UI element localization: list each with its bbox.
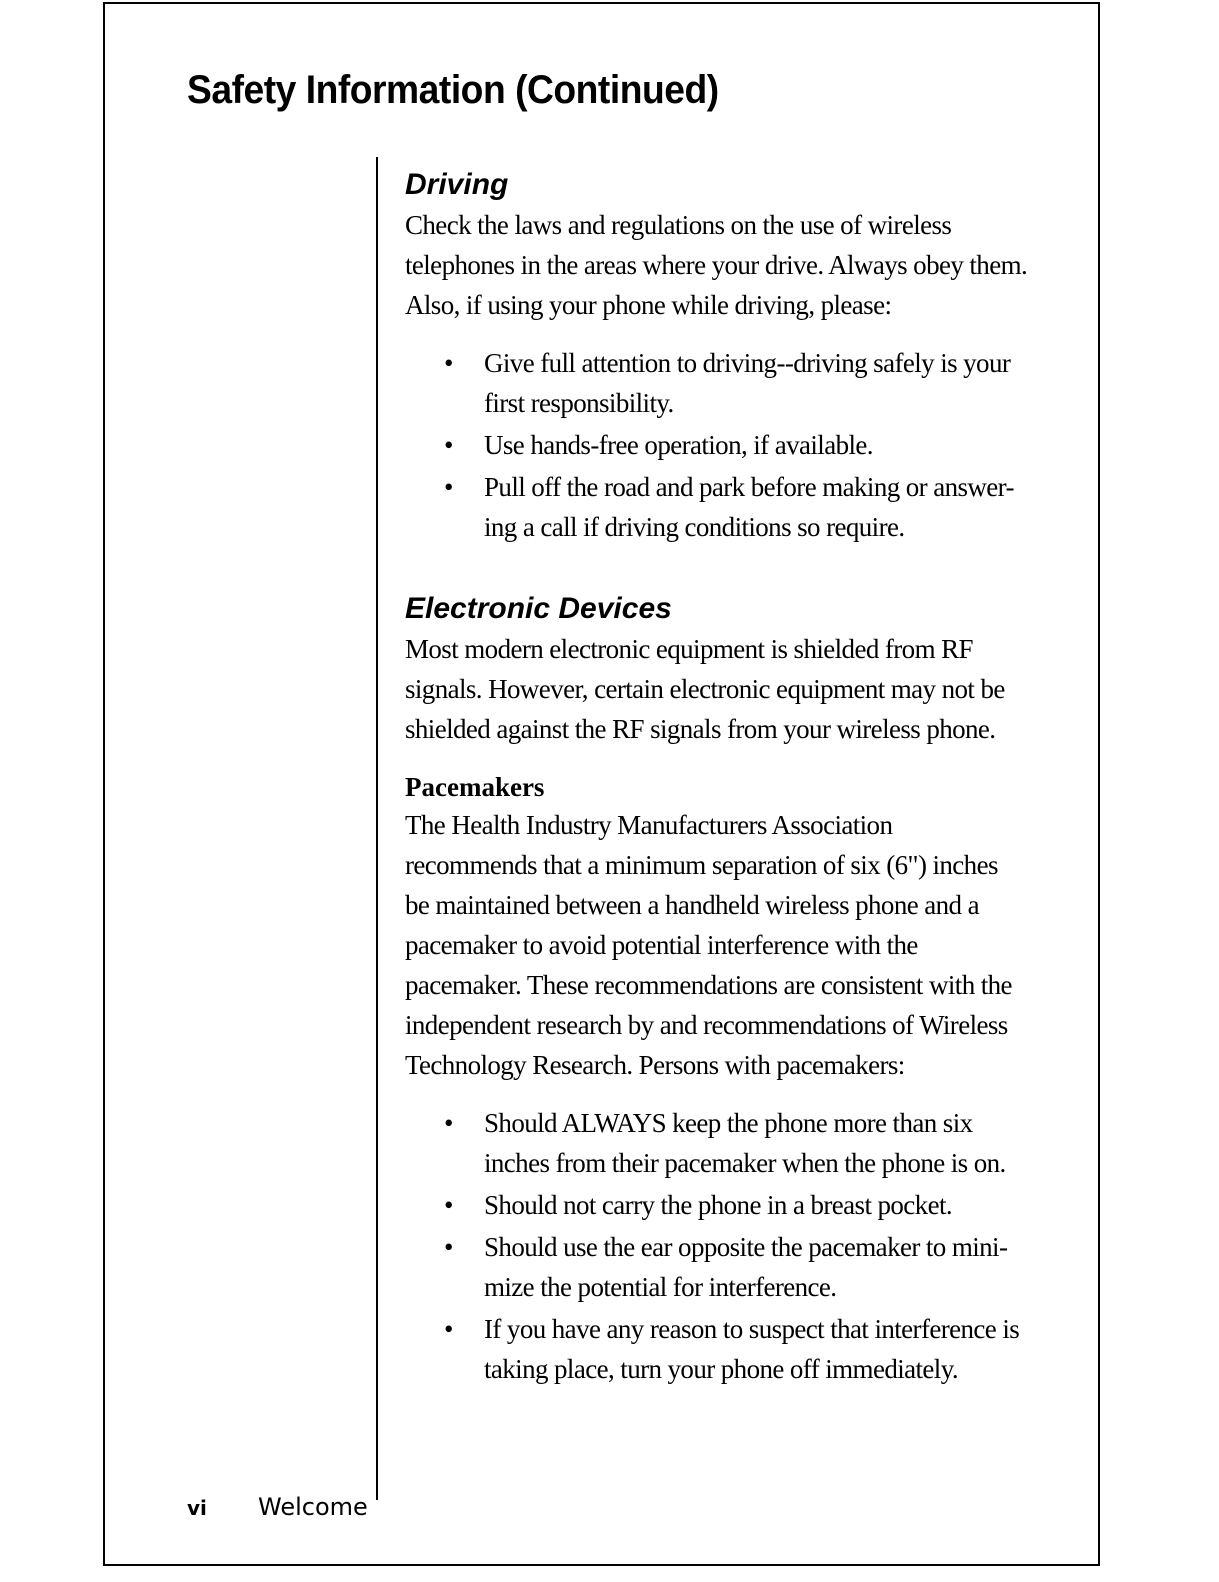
list-item-line: first responsibility. — [484, 388, 674, 418]
list-item-line: If you have any reason to suspect that interference is — [484, 1314, 1020, 1344]
list-item-line: Give full attention to driving--driving safely is your — [484, 348, 1011, 378]
bullet-icon: • — [444, 430, 453, 460]
paragraph-line: signals. However, certain electronic equipment may not be — [405, 674, 1005, 704]
list-item — [405, 1227, 1008, 1307]
electronic-devices-intro — [405, 629, 1005, 749]
paragraph-line: pacemaker. These recommendations are consistent with the — [405, 970, 1012, 1000]
paragraph-line: The Health Industry Manufacturers Association — [405, 810, 893, 840]
list-item — [405, 1103, 1005, 1183]
list-item-line: mize the potential for interference. — [484, 1272, 837, 1302]
list-item-line: ing a call if driving conditions so require. — [484, 512, 905, 542]
list-item-line: Should ALWAYS keep the phone more than six — [484, 1108, 973, 1138]
content-column — [405, 163, 1028, 1391]
paragraph-line: telephones in the areas where your drive. Always obey them. — [405, 250, 1028, 280]
list-item — [405, 425, 1005, 465]
footer-page-number: vi — [187, 1496, 207, 1520]
list-item — [405, 467, 1014, 547]
electronic-devices-heading: Electronic Devices — [405, 592, 672, 625]
page-title: Safety Information (Continued) — [187, 68, 719, 112]
bullet-icon: • — [444, 1314, 453, 1344]
bullet-icon: • — [444, 1232, 453, 1262]
bullet-icon: • — [444, 472, 453, 502]
column-rule — [376, 157, 378, 1500]
pacemakers-body — [405, 805, 1012, 1085]
paragraph-line: Also, if using your phone while driving, please: — [405, 290, 892, 320]
list-item-line: Use hands-free operation, if available. — [484, 430, 873, 460]
driving-heading: Driving — [405, 168, 509, 201]
paragraph-line: independent research by and recommendations of Wireless — [405, 1010, 1008, 1040]
bullet-icon: • — [444, 1190, 453, 1220]
footer-section-name: Welcome — [258, 1493, 368, 1521]
driving-intro — [405, 205, 1028, 325]
paragraph-line: shielded against the RF signals from your wireless phone. — [405, 714, 996, 744]
bullet-icon: • — [444, 1108, 453, 1138]
driving-bullet-list — [405, 343, 1014, 547]
list-item — [405, 1185, 1005, 1225]
list-item-line: Should use the ear opposite the pacemaker to mini- — [484, 1232, 1008, 1262]
paragraph-line: recommends that a minimum separation of six (6") inches — [405, 850, 998, 880]
pacemakers-bullet-list — [405, 1103, 1020, 1389]
list-item — [405, 1309, 1020, 1389]
list-item — [405, 343, 1011, 423]
list-item-line: Should not carry the phone in a breast pocket. — [484, 1190, 953, 1220]
paragraph-line: be maintained between a handheld wireless phone and a — [405, 890, 979, 920]
paragraph-line: Check the laws and regulations on the use of wireless — [405, 210, 952, 240]
bullet-icon: • — [444, 348, 453, 378]
list-item-line: inches from their pacemaker when the phone is on. — [484, 1148, 1006, 1178]
paragraph-line: pacemaker to avoid potential interference with the — [405, 930, 918, 960]
paragraph-line: Technology Research. Persons with pacemakers: — [405, 1050, 905, 1080]
list-item-line: Pull off the road and park before making or answer- — [484, 472, 1014, 502]
paragraph-line: Most modern electronic equipment is shielded from RF — [405, 634, 973, 664]
pacemakers-heading: Pacemakers — [405, 772, 545, 802]
list-item-line: taking place, turn your phone off immediately. — [484, 1354, 959, 1384]
